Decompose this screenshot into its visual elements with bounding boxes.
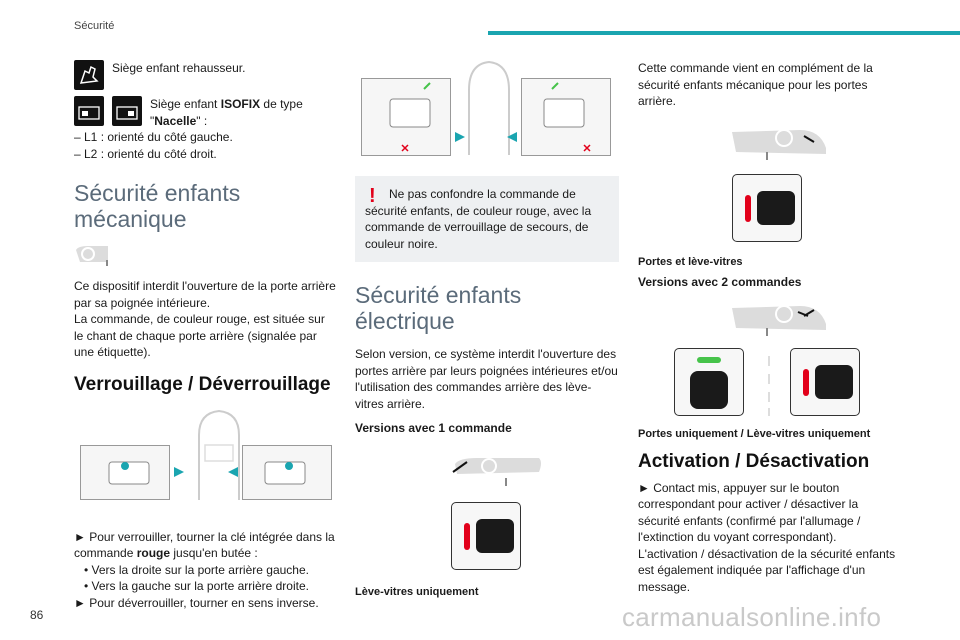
nacelle-bold: Nacelle	[154, 113, 197, 128]
caption-lv-only: Lève-vitres uniquement	[355, 586, 479, 598]
warning-box	[355, 176, 619, 262]
l2-text: – L2 : orienté du côté droit.	[74, 146, 217, 161]
child-door-lock-button[interactable]	[674, 348, 744, 416]
lock-illustration	[74, 405, 336, 505]
heading-versions-2: Versions avec 2 commandes	[638, 274, 802, 289]
isofix-text	[150, 96, 303, 129]
isofix-seat-icon-l2	[112, 96, 142, 126]
steering-icon-2	[447, 450, 547, 490]
l1-text: – L1 : orienté du côté gauche.	[74, 130, 233, 144]
heading-activation: Activation / Désactivation	[638, 450, 870, 472]
lock-indicator-icon-3	[803, 369, 809, 396]
lock-bold: rouge	[136, 546, 171, 560]
v2-steering-figure	[638, 298, 900, 338]
mech-p2: La commande, de couleur rouge, est située sur le chant de chaque porte arrière (signalée par une étiquette).	[74, 312, 325, 359]
separator-dashes	[767, 356, 771, 416]
isofix-row	[74, 96, 336, 129]
arrow-right-icon-2	[453, 130, 467, 144]
v1-steering-figure	[355, 450, 619, 490]
caption-doors-only: Portes uniquement / Lève-vitres uniquement	[638, 427, 871, 440]
lock-detail-illustration	[355, 60, 619, 160]
electric-desc: Selon version, ce système interdit l'ouverture des portes arrière par leurs poignées intérieures et/ou l'utilisation des commandes arrière des lève-vitres arrière.	[355, 347, 618, 411]
caption-doors-windows: Portes et lève-vitres	[638, 255, 743, 268]
v2-control-figure	[638, 344, 900, 422]
door-left-figure	[80, 445, 170, 500]
v1b-steering-figure	[638, 122, 900, 164]
intro-text: Cette commande vient en complément de la sécurité enfants mécanique pour les portes arrière.	[638, 61, 873, 108]
lock-instruction	[74, 529, 336, 562]
header-accent-bar	[488, 31, 960, 35]
car-top-view-icon-2	[459, 60, 519, 160]
door-window-lock-button[interactable]	[732, 174, 802, 242]
unlock-instruction: ► Pour déverrouiller, tourner en sens inverse.	[74, 595, 319, 610]
steering-icon-3	[730, 122, 830, 164]
window-lock-icon	[476, 519, 514, 553]
heading-lock: Verrouillage / Déverrouillage	[74, 373, 331, 395]
door-detail-right	[521, 78, 611, 156]
isofix-seat-icon-l1	[74, 96, 104, 126]
window-lock-button[interactable]	[451, 502, 521, 570]
steering-icon	[74, 242, 114, 270]
steering-icon-4	[730, 298, 830, 338]
heading-versions-1: Versions avec 1 commande	[355, 421, 512, 435]
activation-p1: ► Contact mis, appuyer sur le bouton correspondant pour activer / désactiver la sécurité enfants (confirmé par l'allumage / l'extinction du voyant correspondant).	[638, 480, 861, 544]
v1b-control-figure	[638, 174, 900, 250]
heading-electric: Sécurité enfants électrique	[355, 282, 522, 334]
arrow-left-icon-2	[505, 130, 519, 144]
lock-bullet-2: • Vers la gauche sur la porte arrière droite.	[84, 579, 309, 593]
arrow-left-icon	[226, 465, 240, 479]
lock-pre: ► Pour verrouiller, tourner la clé intégrée dans la commande	[74, 529, 335, 560]
column-middle	[355, 60, 619, 600]
watermark: carmanualsonline.info	[622, 602, 882, 632]
lock-bullet-1: • Vers la droite sur la porte arrière gauche.	[84, 562, 309, 577]
warning-text: Ne pas confondre la commande de sécurité enfants, de couleur rouge, avec la commande de verrouillage de secours, de couleur noire.	[365, 187, 592, 251]
mech-p1: Ce dispositif interdit l'ouverture de la porte arrière par sa poignée intérieure.	[74, 279, 336, 310]
window-lock-icon-3	[815, 365, 853, 399]
door-detail-left	[361, 78, 451, 156]
column-left	[74, 60, 336, 611]
isofix-pre: Siège enfant	[150, 97, 221, 111]
warning-icon: !	[369, 185, 376, 207]
door-right-figure	[242, 445, 332, 500]
v1-control-figure	[355, 498, 619, 576]
isofix-post: de type	[260, 97, 303, 111]
isofix-bold: ISOFIX	[220, 97, 261, 111]
column-right	[638, 60, 900, 595]
running-header: Sécurité	[74, 20, 115, 32]
booster-row	[74, 60, 336, 90]
nacelle-post: " :	[196, 113, 208, 128]
nacelle-pre: "	[150, 113, 155, 128]
activation-p2: L'activation / désactivation de la sécurité enfants est également indiquée par l'affichage d'un message.	[638, 546, 896, 594]
window-lock-button-2[interactable]	[790, 348, 860, 416]
child-indicator-icon	[690, 371, 728, 409]
heading-mechanical: Sécurité enfants mécanique	[74, 180, 241, 232]
booster-text: Siège enfant rehausseur.	[112, 61, 246, 75]
mech-steering-figure	[74, 242, 336, 270]
active-indicator-icon	[697, 357, 721, 363]
window-lock-icon-2	[757, 191, 795, 225]
arrow-right-icon	[172, 465, 186, 479]
booster-seat-icon	[74, 60, 104, 90]
lock-indicator-icon-2	[745, 195, 751, 222]
page-number: 86	[30, 608, 44, 622]
lock-indicator-icon	[464, 523, 470, 550]
lock-post: jusqu'en butée :	[170, 546, 258, 560]
